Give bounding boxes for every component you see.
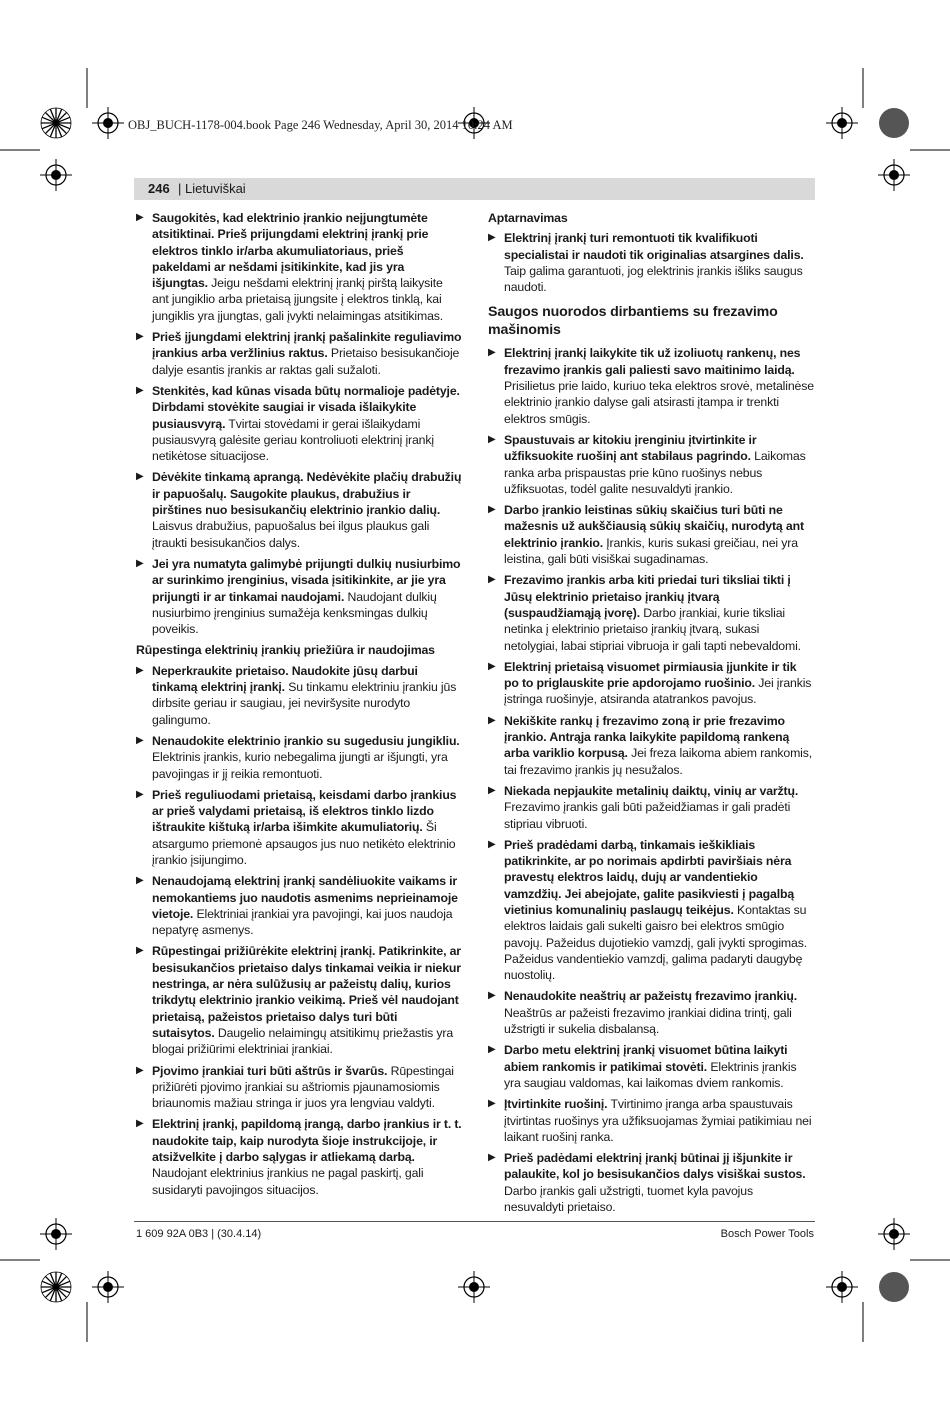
bullet-item [488, 988, 814, 1037]
bullet-bold-text: Elektrinį prietaisą visuomet pirmiausia įjunkite ir tik po to priglauskite prie apdorojamo ruošinio. [504, 659, 797, 691]
arrow-bullet-icon: ▶ [136, 557, 144, 569]
bullet-body-text: Laisvus drabužius, papuošalus bei ilgus plaukus gali įtraukti besisukančios dalys. [152, 519, 430, 550]
bullet-body-text: Laikomas ranka arba prispaustas prie kūno ruošinys nebus užfiksuotas, todėl galite nesuvaldyti įrankio. [504, 449, 806, 496]
bullet-bold-text: Spaustuvais ar kitokiu įrenginiu įtvirtinkite ir užfiksuokite ruošinį ant stabilaus pagrindo. [504, 432, 757, 464]
left-column [136, 210, 462, 1203]
print-slug: OBJ_BUCH-1178-004.book Page 246 Wednesday, April 30, 2014 10:24 AM [128, 118, 513, 132]
bullet-item [136, 943, 462, 1057]
bullet-body-text: Daugelio nelaimingų atsitikimų priežastis yra blogai prižiūrimi elektriniai įrankiai. [152, 1025, 454, 1057]
arrow-bullet-icon: ▶ [136, 664, 144, 676]
bullet-bold-text: Nenaudokite neaštrių ar pažeistų frezavimo įrankių. [504, 989, 798, 1004]
arrow-bullet-icon: ▶ [488, 1098, 496, 1110]
header-separator: | [178, 181, 185, 196]
bullet-body-text: Naudojant elektrinius įrankius ne pagal paskirtį, gali susidaryti pavojingos situacijos. [152, 1166, 424, 1197]
bullet-item [136, 733, 462, 782]
bullet-item [488, 230, 814, 295]
header-language [178, 181, 246, 196]
bullet-item [136, 469, 462, 550]
left-items-a [136, 210, 462, 637]
bullet-bold-text: Pjovimo įrankiai turi būti aštrūs ir švarūs. [152, 1063, 388, 1078]
arrow-bullet-icon: ▶ [136, 734, 144, 746]
bullet-bold-text: Darbo įrankio leistinas sūkių skaičius turi būti ne mažesnis už aukščiausią sūkių skaičių, nurodytą ant elektrinio įrankio. [504, 503, 804, 550]
bullet-item [488, 572, 814, 653]
arrow-bullet-icon: ▶ [488, 714, 496, 726]
bullet-bold-text: Prieš įjungdami elektrinį įrankį pašalinkite reguliavimo įrankius arba veržlinius raktus. [152, 330, 462, 361]
bullet-body-text: Jeigu nešdami elektrinį įrankį pirštą laikysite ant jungiklio arba prietaisą įjungsite į elektros tinklą, kai jungiklis yra įjungtas, gali įvykti nelaimingas atsitikimas. [152, 276, 444, 323]
bullet-body-text: Prietaiso besisukančioje dalyje esantis įrankis ar raktas gali sužaloti. [152, 346, 460, 377]
bullet-bold-text: Prieš reguliuodami prietaisą, keisdami darbo įrankius ar prieš valydami prietaisą, iš elektros tinklo lizdo ištraukite kištuką ir/arba išimkite akumuliatorių. [152, 787, 457, 835]
bullet-item [488, 837, 814, 984]
bullet-bold-text: Saugokitės, kad elektrinio įrankio neįjungtumėte atsitiktinai. Prieš prijungdami elektrinį įrankį prie elektros tinklo ir/arba akumuliatoriaus, prieš pakeldami ar nešdami įsitikinkite, kad jis yra išjungtas. [152, 211, 429, 291]
footer-doc-number: 1 609 92A 0B3 | (30.4.14) [136, 1228, 262, 1240]
page-number: 246 [148, 181, 170, 196]
bullet-bold-text: Įtvirtinkite ruošinį. [504, 1097, 608, 1112]
bullet-item [136, 210, 462, 324]
arrow-bullet-icon: ▶ [488, 433, 496, 445]
language-label: Lietuviškai [185, 181, 246, 196]
bullet-item [488, 432, 814, 497]
footer-brand: Bosch Power Tools [720, 1228, 814, 1240]
arrow-bullet-icon: ▶ [488, 574, 496, 586]
bullet-item [488, 1096, 814, 1145]
bullet-bold-text: Nenaudojamą elektrinį įrankį sandėliuokite vaikams ir nemokantiems juo naudotis asmenims neprieinamoje vietoje. [152, 874, 458, 921]
section-heading-router-safety: Saugos nuorodos dirbantiems su frezavimo mašinomis [488, 304, 778, 339]
right-items-a [488, 230, 814, 295]
footer-divider [134, 1221, 815, 1222]
page-header [134, 178, 815, 200]
arrow-bullet-icon: ▶ [136, 875, 144, 887]
bullet-item [488, 783, 814, 832]
bullet-body-text: Taip galima garantuoti, jog elektrinis įrankis išliks saugus naudoti. [504, 263, 803, 295]
arrow-bullet-icon: ▶ [136, 331, 144, 343]
bullet-body-text: Neaštrūs ar pažeisti frezavimo įrankiai didina trintį, gali užstrigti ir sukelia disbalansą. [504, 1005, 792, 1037]
left-items-b [136, 663, 462, 1198]
bullet-item [488, 502, 814, 567]
bullet-bold-text: Neperkraukite prietaiso. Naudokite jūsų darbui tinkamą elektrinį įrankį. [152, 663, 418, 695]
bullet-bold-text: Darbo metu elektrinį įrankį visuomet būtina laikyti abiem rankomis ir patikimai stovėti. [504, 1043, 788, 1074]
bullet-bold-text: Prieš pradėdami darbą, tinkamais ieškikliais patikrinkite, ar po norimais apdirbti paviršiais nėra pravestų elektros laidų, dujų ar vandentiekio vamzdžių. Jei abejojate, galite pasikviesti į pagalbą vietinius komunalinių paslaugų teikėjus. [504, 837, 795, 917]
bullet-body-text: Frezavimo įrankis gali būti pažeidžiamas ir gali pradėti stipriau vibruoti. [504, 800, 791, 831]
right-column [488, 210, 814, 1220]
bullet-bold-text: Dėvėkite tinkamą aprangą. Nedėvėkite plačių drabužių ir papuošalų. Saugokite plaukus, drabužius ir pirštines nuo besisukančių elektrinio įrankio dalių. [152, 470, 462, 518]
bullet-body-text: Ši atsargumo priemonė apsaugos jus nuo netikėto elektrinio įrankio įsijungimo. [152, 820, 456, 867]
arrow-bullet-icon: ▶ [136, 945, 144, 957]
bullet-item [136, 787, 462, 868]
bullet-item [488, 713, 814, 778]
arrow-bullet-icon: ▶ [488, 784, 496, 796]
bullet-item [488, 1042, 814, 1091]
bullet-body-text: Prisilietus prie laido, kuriuo teka elektros srovė, metalinėse elektrinio įrankio dalyse gali atsirasti įtampa ir trenkti elektros smūgis. [504, 379, 814, 426]
arrow-bullet-icon: ▶ [488, 1044, 496, 1056]
bullet-item [136, 873, 462, 938]
arrow-bullet-icon: ▶ [488, 838, 496, 850]
bullet-item [136, 329, 462, 378]
bullet-body-text: Darbo įrankis gali užstrigti, tuomet kyla pavojus nesuvaldyti prietaiso. [504, 1183, 753, 1215]
bullet-item [488, 345, 814, 426]
bullet-body-text: Tvirtai stovėdami ir gerai išlaikydami pusiausvyrą galėsite geriau kontroliuoti elektrinį įrankį netikėtose situacijose. [152, 416, 434, 464]
bullet-item [136, 1063, 462, 1112]
bullet-bold-text: Frezavimo įrankis arba kiti priedai turi tiksliai tikti į Jūsų elektrinio prietaiso įrankių įtvarą (suspaudžiamąją įvorę). [504, 573, 791, 620]
bullet-item [488, 659, 814, 708]
arrow-bullet-icon: ▶ [488, 232, 496, 244]
bullet-body-text: Elektrinis įrankis yra saugiau valdomas, kai laikomas dviem rankomis. [504, 1059, 797, 1090]
bullet-body-text: Jei freza laikoma abiem rankomis, tai frezavimo įrankis jų nesužalos. [504, 746, 813, 777]
bullet-item [136, 1116, 462, 1197]
bullet-item [136, 383, 462, 464]
subheading-care: Rūpestinga elektrinių įrankių priežiūra ir naudojimas [136, 643, 435, 658]
bullet-item [136, 663, 462, 728]
bullet-body-text: Kontaktas su elektros laidais gali sukelti gaisro bei elektros smūgio pavojų. Pažeidus dujotiekio vamzdį, gali įvykti sprogimas. Pažeidus vandentiekio vamzdį, galima padaryti daugybę nuostolių. [504, 902, 807, 983]
arrow-bullet-icon: ▶ [488, 1152, 496, 1164]
subheading-service: Aptarnavimas [488, 211, 568, 225]
arrow-bullet-icon: ▶ [136, 1118, 144, 1130]
right-items-b [488, 345, 814, 1215]
bullet-body-text: Įrankis, kuris sukasi greičiau, nei yra leistina, gali būti visiškai sugadinamas. [504, 535, 798, 567]
bullet-bold-text: Elektrinį įrankį, papildomą įrangą, darbo įrankius ir t. t. naudokite taip, kaip nurodyta šioje instrukcijoje, ir atsižvelkite į darbo sąlygas ir atliekamą darbą. [152, 1117, 462, 1165]
bullet-body-text: Elektriniai įrankiai yra pavojingi, kai juos naudoja nepatyrę asmenys. [152, 906, 453, 938]
arrow-bullet-icon: ▶ [136, 471, 144, 483]
bullet-body-text: Naudojant dulkių nusiurbimo įrenginius sumažėja kenksmingas dulkių poveikis. [152, 589, 437, 637]
arrow-bullet-icon: ▶ [488, 990, 496, 1002]
arrow-bullet-icon: ▶ [136, 788, 144, 800]
arrow-bullet-icon: ▶ [488, 347, 496, 359]
bullet-body-text: Tvirtinimo įranga arba spaustuvais įtvirtintas ruošinys yra užfiksuojamas žymiai patikimiau nei laikant ruošinį ranka. [504, 1097, 812, 1144]
bullet-bold-text: Rūpestingai prižiūrėkite elektrinį įrankį. Patikrinkite, ar besisukančios prietaiso dalys tinkamai veikia ir niekur nestringa, ar nėra sulūžusių ar pažeistų dalių, kurios trikdytų elektrinio įrankio veikimą. Prieš vėl naudojant prietaisą, pažeistos prietaiso dalys turi būti sutaisytos. [152, 944, 461, 1040]
bullet-bold-text: Elektrinį įrankį turi remontuoti tik kvalifikuoti specialistai ir naudoti tik originalias atsargines dalis. [504, 231, 804, 262]
bullet-bold-text: Nenaudokite elektrinio įrankio su sugedusiu jungikliu. [152, 733, 460, 748]
bullet-body-text: Elektrinis įrankis, kurio nebegalima įjungti ar išjungti, yra pavojingas ir jį reikia remontuoti. [152, 750, 448, 781]
bullet-body-text: Jei įrankis įstringa ruošinyje, atsiranda atatrankos pavojus. [504, 676, 812, 707]
arrow-bullet-icon: ▶ [136, 1064, 144, 1076]
bullet-body-text: Rūpestingai prižiūrėti pjovimo įrankiai su aštriomis pjaunamosiomis briaunomis mažiau stringa ir juos yra lengviau valdyti. [152, 1063, 454, 1111]
arrow-bullet-icon: ▶ [136, 212, 144, 223]
bullet-body-text: Darbo įrankiai, kurie tiksliai netinka į elektrinio prietaiso įrankių įtvarą, sukasi netolygiai, labai stipriai vibruoja ir gali tapti nebevaldomi. [504, 605, 801, 653]
bullet-bold-text: Prieš padėdami elektrinį įrankį būtinai jį išjunkite ir palaukite, kol jo besisukančios dalys visiškai sustos. [504, 1151, 806, 1182]
bullet-bold-text: Stenkitės, kad kūnas visada būtų normalioje padėtyje. Dirbdami stovėkite saugiai ir visada išlaikykite pusiausvyrą. [152, 383, 460, 431]
arrow-bullet-icon: ▶ [488, 660, 496, 672]
arrow-bullet-icon: ▶ [488, 504, 496, 516]
bullet-item [136, 556, 462, 637]
bullet-item [488, 1150, 814, 1215]
bullet-body-text: Su tinkamu elektriniu įrankiu jūs dirbsite geriau ir saugiau, jei neviršysite nurodyto galingumo. [152, 680, 457, 727]
bullet-bold-text: Nekiškite rankų į frezavimo zoną ir prie frezavimo įrankio. Antrąja ranka laikykite papildomą rankeną arba variklio korpusą. [504, 713, 790, 761]
bullet-bold-text: Elektrinį įrankį laikykite tik už izoliuotų rankenų, nes frezavimo įrankis gali paliesti savo maitinimo laidą. [504, 346, 801, 377]
arrow-bullet-icon: ▶ [136, 384, 144, 396]
bullet-bold-text: Niekada nepjaukite metalinių daiktų, vinių ar varžtų. [504, 783, 799, 798]
bullet-bold-text: Jei yra numatyta galimybė prijungti dulkių nusiurbimo ar surinkimo įrenginius, visada įsitikinkite, ar jie yra prijungti ir ar tinkamai naudojami. [152, 556, 461, 604]
